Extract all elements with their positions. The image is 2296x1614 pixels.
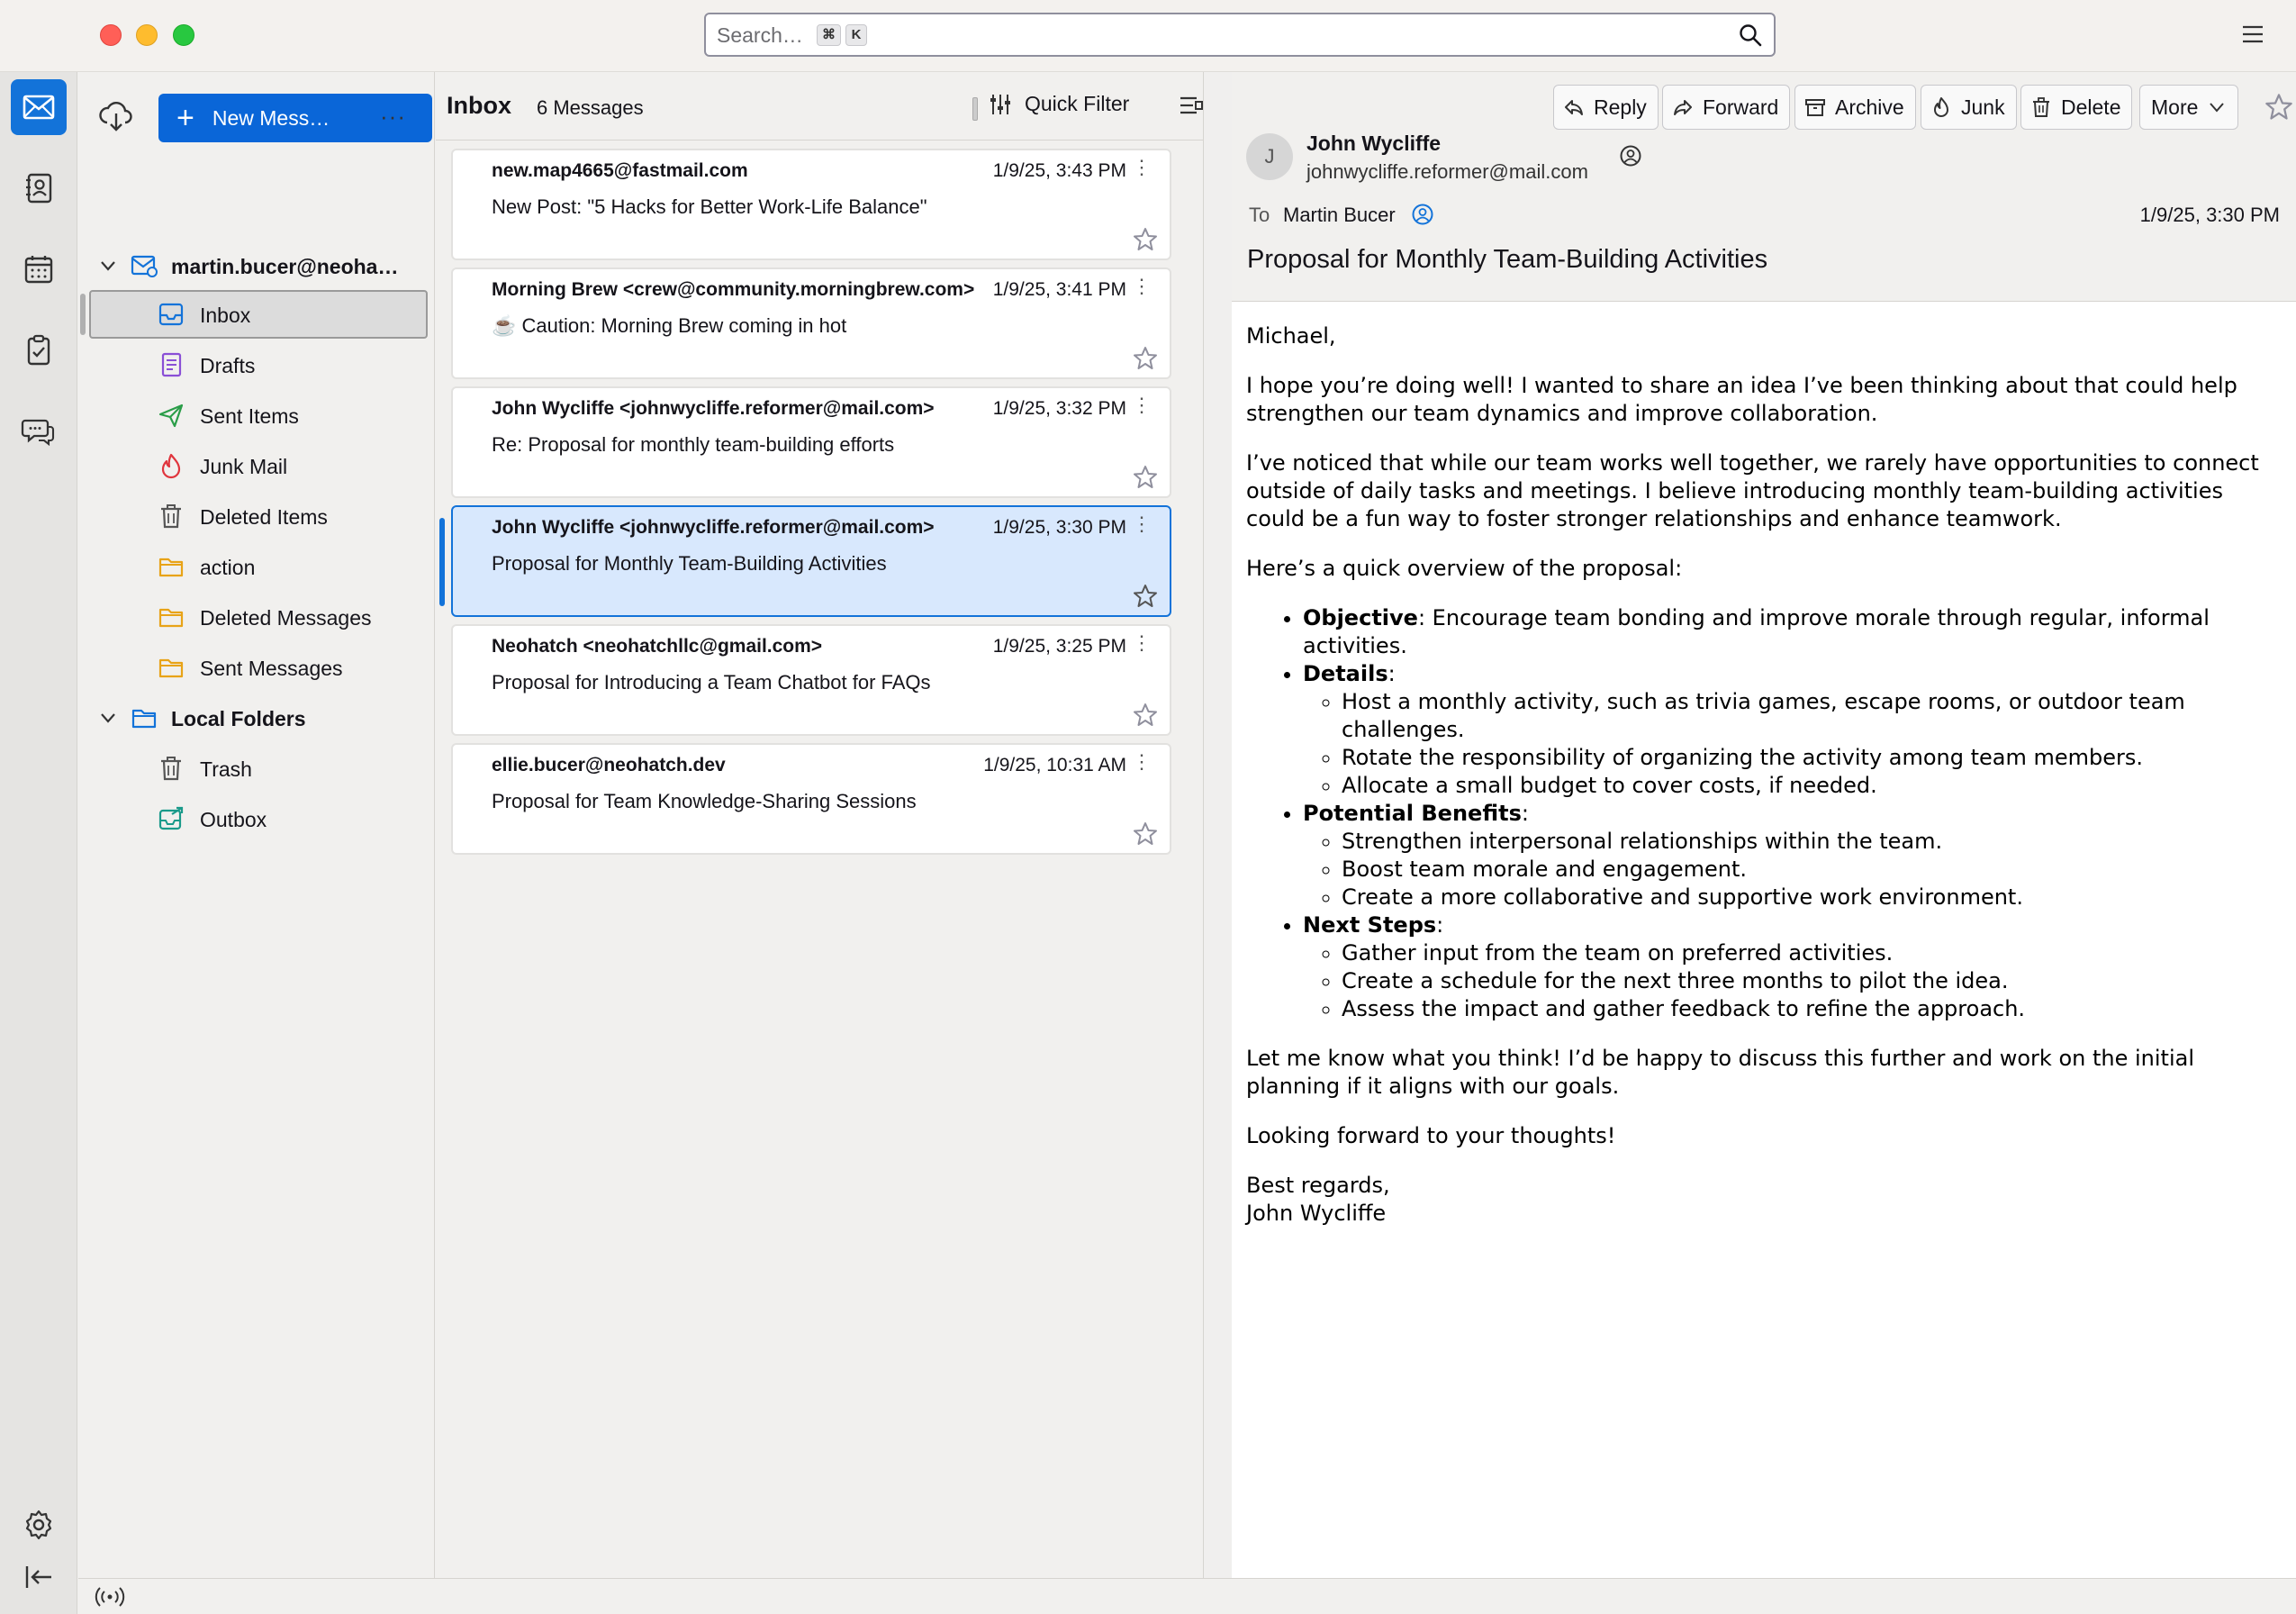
reply-button[interactable]: [1553, 85, 1659, 130]
account-mail-icon: [131, 252, 158, 279]
space-address-book-button[interactable]: [11, 160, 67, 216]
archive-button[interactable]: [1794, 85, 1916, 130]
outbox-icon: [158, 805, 185, 832]
message-menu-icon[interactable]: ⋮: [1132, 394, 1152, 416]
trash-icon: [2030, 96, 2052, 118]
message-date: 1/9/25, 3:25 PM: [992, 636, 1126, 657]
folder-selection-bar: [80, 294, 86, 335]
folder-junk-mail[interactable]: [78, 441, 435, 490]
quick-filter-label: Quick Filter: [1025, 92, 1130, 115]
folder-sent-items[interactable]: [78, 391, 435, 440]
star-icon[interactable]: [1132, 821, 1159, 848]
folder-label: Deleted Items: [200, 505, 328, 529]
body-paragraph: I hope you’re doing well! I wanted to share an idea I’ve been thinking about that could help strengthen our team dynamics and improve collaboration.: [1246, 373, 2237, 426]
message-menu-icon[interactable]: ⋮: [1132, 631, 1152, 654]
tasks-icon: [22, 333, 56, 367]
message-menu-icon[interactable]: ⋮: [1132, 275, 1152, 297]
proposal-list: [1303, 604, 2282, 1023]
shortcut-mod-key: ⌘: [817, 24, 841, 46]
list-display-options-icon[interactable]: [1179, 94, 1204, 119]
body-signoff: [1246, 1172, 2282, 1228]
message-header: [1232, 72, 2296, 302]
message-subject: New Post: "5 Hacks for Better Work-Life Balance": [492, 195, 927, 218]
message-sender: new.map4665@fastmail.com: [492, 160, 748, 181]
message-card-selected[interactable]: [451, 505, 1171, 617]
message-menu-icon[interactable]: ⋮: [1132, 156, 1152, 178]
recipient-name[interactable]: Martin Bucer: [1283, 204, 1396, 226]
trash-icon: [158, 503, 185, 530]
spaces-toolbar: [0, 72, 77, 1614]
chevron-down-icon[interactable]: [98, 256, 118, 276]
junk-label: Junk: [1961, 95, 2005, 119]
list-item: ◦ Gather input from the team on preferred activities.: [1342, 939, 2282, 967]
online-status-icon[interactable]: [95, 1586, 125, 1608]
drafts-icon: [158, 351, 185, 378]
message-card[interactable]: [451, 743, 1171, 855]
quick-filter-separator: [972, 97, 978, 121]
inbox-icon: [158, 301, 185, 328]
list-item: ◦ Assess the impact and gather feedback to refine the approach.: [1342, 995, 2282, 1023]
message-card[interactable]: [451, 267, 1171, 379]
space-chat-button[interactable]: [11, 404, 67, 459]
get-messages-icon[interactable]: [98, 99, 134, 135]
trash-icon: [158, 755, 185, 782]
details-list: [1342, 688, 2282, 800]
list-item: ◦ Boost team morale and engagement.: [1342, 856, 2282, 884]
message-sender: John Wycliffe <johnwycliffe.reformer@mail.com>: [492, 398, 935, 419]
star-icon[interactable]: [1132, 583, 1159, 610]
folder-trash[interactable]: [78, 744, 435, 793]
status-bar: [78, 1578, 2296, 1614]
sender-name[interactable]: John Wycliffe: [1306, 131, 1442, 155]
folder-selection-highlight: [89, 290, 428, 339]
folder-label: Outbox: [200, 808, 267, 831]
message-date: 1/9/25, 3:32 PM: [992, 398, 1126, 419]
global-search[interactable]: [704, 13, 1776, 57]
contact-icon: [1411, 203, 1434, 226]
colon: :: [1436, 912, 1444, 938]
folder-inbox[interactable]: [78, 290, 435, 339]
message-list-pane: [436, 72, 1204, 1578]
message-menu-icon[interactable]: ⋮: [1132, 512, 1152, 535]
message-subject: Proposal for Monthly Team-Building Activities: [1247, 245, 1768, 274]
settings-button[interactable]: [11, 1497, 67, 1553]
message-count: 6 Messages: [537, 96, 644, 119]
folder-outbox[interactable]: [78, 794, 435, 843]
folder-title: Inbox: [447, 92, 511, 119]
delete-label: Delete: [2061, 95, 2121, 119]
details-label: Details: [1303, 661, 1388, 686]
folder-label: Sent Items: [200, 404, 299, 428]
calendar-icon: [22, 252, 56, 286]
message-card[interactable]: [451, 624, 1171, 736]
colon: :: [1521, 801, 1529, 826]
shortcut-letter-key: K: [845, 24, 867, 46]
objective-label: Objective: [1303, 605, 1418, 630]
list-item: ◦ Host a monthly activity, such as trivia games, escape rooms, or outdoor team challenges.: [1342, 688, 2282, 744]
folder-label: Trash: [200, 757, 252, 781]
junk-icon: [1930, 96, 1952, 118]
forward-label: Forward: [1703, 95, 1779, 119]
to-label: To: [1249, 204, 1270, 226]
app-menu-icon[interactable]: [2240, 22, 2265, 47]
plus-icon: +: [176, 101, 194, 135]
space-calendar-button[interactable]: [11, 241, 67, 297]
list-item: [1303, 660, 2282, 800]
star-icon[interactable]: [1132, 702, 1159, 729]
sender-avatar: [1246, 133, 1293, 180]
archive-icon: [1804, 96, 1826, 118]
local-folders-label: Local Folders: [171, 707, 306, 730]
message-date: 1/9/25, 3:43 PM: [992, 160, 1126, 181]
message-menu-icon[interactable]: ⋮: [1132, 750, 1152, 773]
star-icon[interactable]: [1132, 345, 1159, 372]
star-icon[interactable]: [2264, 92, 2294, 122]
message-list-header: [436, 72, 1204, 141]
selected-message-indicator: [439, 518, 445, 606]
folder-deleted-items[interactable]: [78, 492, 435, 540]
folder-icon: [158, 553, 185, 580]
message-date: 1/9/25, 10:31 AM: [983, 755, 1126, 775]
forward-icon: [1672, 96, 1694, 118]
collapse-spaces-button[interactable]: [11, 1549, 67, 1605]
benefits-list: [1342, 828, 2282, 911]
benefits-label: Potential Benefits: [1303, 801, 1522, 826]
filter-sliders-icon: [989, 93, 1012, 116]
body-greeting: Michael,: [1246, 323, 1336, 349]
folder-icon: [158, 603, 185, 630]
chevron-down-icon: [2207, 97, 2227, 117]
message-subject: ☕ Caution: Morning Brew coming in hot: [492, 314, 847, 337]
message-card[interactable]: [451, 149, 1171, 260]
body-paragraph: I’ve noticed that while our team works well together, we rarely have opportunities to connect outside of daily tasks and meetings. I believe introducing monthly team-building activities could be a fun way to foster stronger relationships and enhance teamwork.: [1246, 450, 2259, 531]
address-book-icon: [22, 171, 56, 205]
account-row[interactable]: [78, 241, 435, 290]
star-icon[interactable]: [1132, 464, 1159, 491]
mail-icon: [21, 89, 57, 125]
folder-drafts[interactable]: [78, 340, 435, 389]
colon: :: [1388, 661, 1396, 686]
folder-label: Inbox: [200, 304, 251, 327]
local-folder-icon: [131, 704, 158, 731]
add-contact-icon[interactable]: [1619, 144, 1642, 168]
sender-email[interactable]: johnwycliffe.reformer@mail.com: [1306, 160, 1588, 183]
message-date: 1/9/25, 3:30 PM: [2139, 204, 2280, 226]
delete-button[interactable]: [2020, 85, 2132, 130]
signoff-text: Best regards,: [1246, 1173, 1390, 1198]
list-item: ◦ Allocate a small budget to cover costs, if needed.: [1342, 772, 2282, 800]
space-mail-button[interactable]: [11, 79, 67, 135]
space-tasks-button[interactable]: [11, 322, 67, 378]
more-button[interactable]: [2139, 85, 2238, 130]
list-item: ◦ Create a more collaborative and supportive work environment.: [1342, 884, 2282, 911]
folder-action[interactable]: [78, 542, 435, 591]
folder-icon: [158, 654, 185, 681]
local-folders-row[interactable]: [78, 694, 435, 742]
quick-filter-button[interactable]: [989, 92, 1129, 116]
list-item: ◦ Create a schedule for the next three months to pilot the idea.: [1342, 967, 2282, 995]
chevron-down-icon[interactable]: [98, 708, 118, 728]
body-paragraph: Looking forward to your thoughts!: [1246, 1123, 1616, 1148]
archive-label: Archive: [1835, 95, 1904, 119]
message-sender: ellie.bucer@neohatch.dev: [492, 755, 726, 775]
reply-icon: [1563, 96, 1585, 118]
folder-label: Sent Messages: [200, 657, 343, 680]
message-sender: John Wycliffe <johnwycliffe.reformer@mail.com>: [492, 517, 935, 538]
message-sender: Morning Brew <crew@community.morningbrew.com>: [492, 279, 975, 300]
list-item: ◦ Rotate the responsibility of organizing the activity among team members.: [1342, 744, 2282, 772]
list-item: [1303, 911, 2282, 1023]
folder-pane: [78, 72, 435, 1578]
message-subject: Proposal for Team Knowledge-Sharing Sessions: [492, 790, 917, 812]
junk-button[interactable]: [1921, 85, 2017, 130]
folder-pane-more-button[interactable]: ···: [380, 103, 406, 130]
body-paragraph: Let me know what you think! I’d be happy to discuss this further and work on the initial planning if it aligns with our goals.: [1246, 1046, 2194, 1099]
folder-label: Deleted Messages: [200, 606, 372, 630]
objective-text: : Encourage team bonding and improve morale through regular, informal activities.: [1303, 605, 2210, 658]
new-message-label: New Mess…: [212, 105, 330, 130]
junk-icon: [158, 452, 185, 479]
message-sender: Neohatch <neohatchllc@gmail.com>: [492, 636, 823, 657]
search-icon[interactable]: [1738, 23, 1763, 48]
message-date: 1/9/25, 3:30 PM: [992, 517, 1126, 538]
folder-label: Drafts: [200, 354, 256, 377]
message-subject: Re: Proposal for monthly team-building efforts: [492, 433, 895, 456]
star-icon[interactable]: [1132, 226, 1159, 253]
next-steps-list: [1342, 939, 2282, 1023]
message-date: 1/9/25, 3:41 PM: [992, 279, 1126, 300]
collapse-icon: [22, 1560, 56, 1594]
message-subject: Proposal for Monthly Team-Building Activities: [492, 552, 887, 575]
minimize-window-button[interactable]: [136, 24, 158, 46]
folder-sent-messages[interactable]: [78, 643, 435, 692]
reply-label: Reply: [1594, 95, 1647, 119]
message-body: [1246, 322, 2282, 1228]
chat-icon: [21, 413, 57, 449]
list-item: [1303, 800, 2282, 911]
folder-label: Junk Mail: [200, 455, 288, 478]
close-window-button[interactable]: [100, 24, 122, 46]
avatar-initial: J: [1264, 145, 1275, 168]
message-card[interactable]: [451, 386, 1171, 498]
list-item: ◦ Strengthen interpersonal relationships within the team.: [1342, 828, 2282, 856]
body-paragraph: Here’s a quick overview of the proposal:: [1246, 556, 1683, 581]
more-label: More: [2151, 95, 2199, 119]
signature-text: John Wycliffe: [1246, 1201, 1387, 1226]
zoom-window-button[interactable]: [173, 24, 194, 46]
reading-pane: [1232, 72, 2296, 1578]
next-steps-label: Next Steps: [1303, 912, 1437, 938]
forward-button[interactable]: [1662, 85, 1790, 130]
list-item: [1303, 604, 2282, 660]
account-name: martin.bucer@neoha…: [171, 255, 399, 278]
title-bar: [0, 0, 2296, 72]
folder-label: action: [200, 556, 256, 579]
folder-deleted-messages[interactable]: [78, 593, 435, 641]
message-subject: Proposal for Introducing a Team Chatbot for FAQs: [492, 671, 931, 694]
sent-icon: [158, 402, 185, 429]
gear-icon: [22, 1508, 56, 1542]
